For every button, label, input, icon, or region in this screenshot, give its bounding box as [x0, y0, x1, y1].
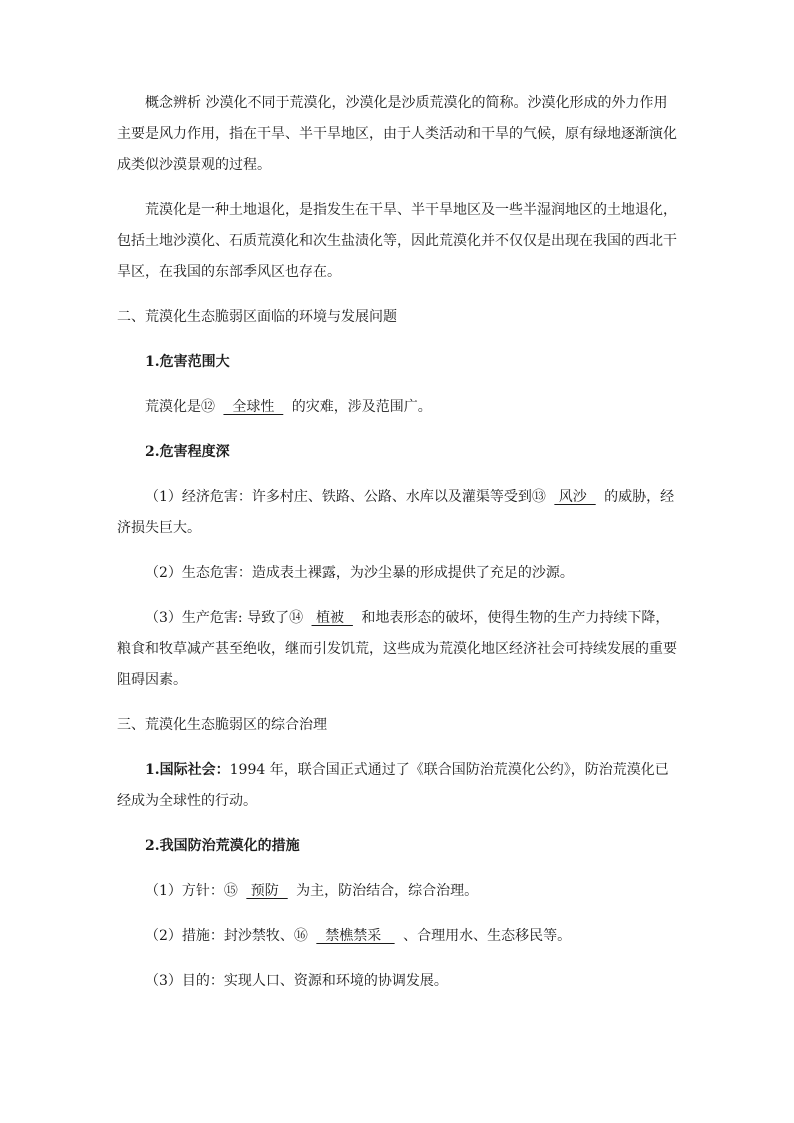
concept-paragraph: [117, 88, 677, 181]
range-before: 荒漠化是⑫: [145, 399, 220, 415]
desertification-definition-paragraph: 荒漠化是一种土地退化，是指发生在干旱、半干旱地区及一些半湿润地区的土地退化，包括土地沙漠化、石质荒漠化和次生盐渍化等，因此荒漠化并不仅仅是出现在我国的西北干旱区，在我国的东部季风区也存在。: [117, 202, 677, 280]
policy-after: 为主，防治结合，综合治理。: [291, 883, 479, 899]
econ-after: 的威胁，经济损失巨大。: [117, 489, 675, 536]
answer-blank-14: 植被: [311, 610, 353, 626]
concept-label: 概念辨析: [145, 95, 201, 111]
econ-before: （1）经济危害：许多村庄、铁路、公路、水库以及灌渠等受到⑬: [145, 489, 551, 505]
measures-before: （2）措施：封沙禁牧、⑯: [145, 928, 313, 944]
section-2-title: 二、荒漠化生态脆弱区面临的环境与发展问题: [117, 309, 397, 325]
range-after: 的灾难，涉及范围广。: [287, 399, 432, 415]
answer-blank-12: 全球性: [223, 399, 284, 415]
production-harm-paragraph: [117, 603, 677, 696]
section-3-title: 三、荒漠化生态脆弱区的综合治理: [117, 717, 327, 733]
section-3-heading-2: 2.我国防治荒漠化的措施: [145, 838, 300, 854]
prod-before: （3）生产危害: 导致了⑭: [145, 610, 308, 626]
section-2-heading-2: 2.危害程度深: [145, 444, 230, 460]
policy-before: （1）方针：⑮: [145, 883, 243, 899]
answer-blank-13: 风沙: [554, 489, 596, 505]
concept-text: 沙漠化不同于荒漠化，沙漠化是沙质荒漠化的简称。沙漠化形成的外力作用主要是风力作用，指在干旱、半干旱地区，由于人类活动和干旱的气候，原有绿地逐渐演化成类似沙漠景观的过程。: [117, 95, 677, 173]
measures-after: 、合理用水、生态移民等。: [398, 928, 572, 944]
prod-after: 和地表形态的破坏，使得生物的生产力持续下降，粮食和牧草减产甚至绝收，继而引发饥荒，这些成为荒漠化地区经济社会可持续发展的重要阻碍因素。: [117, 610, 677, 688]
international-text: 1994 年，联合国正式通过了《联合国防治荒漠化公约》，防治荒漠化已经成为全球性的行动。: [117, 762, 669, 809]
international-paragraph: [117, 755, 677, 817]
section-2-heading-1: 1.危害范围大: [145, 354, 230, 370]
ecological-harm-paragraph: （2）生态危害：造成表土裸露，为沙尘暴的形成提供了充足的沙源。: [145, 565, 574, 581]
document-page: [117, 88, 677, 997]
goal-paragraph: （3）目的：实现人口、资源和环境的协调发展。: [145, 973, 448, 989]
international-label: 1.国际社会：: [145, 762, 230, 778]
measures-paragraph: [117, 921, 677, 952]
economic-harm-paragraph: [117, 482, 677, 544]
answer-blank-15: 预防: [246, 883, 288, 899]
answer-blank-16: 禁樵禁采: [316, 928, 395, 944]
range-paragraph: [117, 392, 677, 423]
policy-paragraph: [117, 876, 677, 907]
